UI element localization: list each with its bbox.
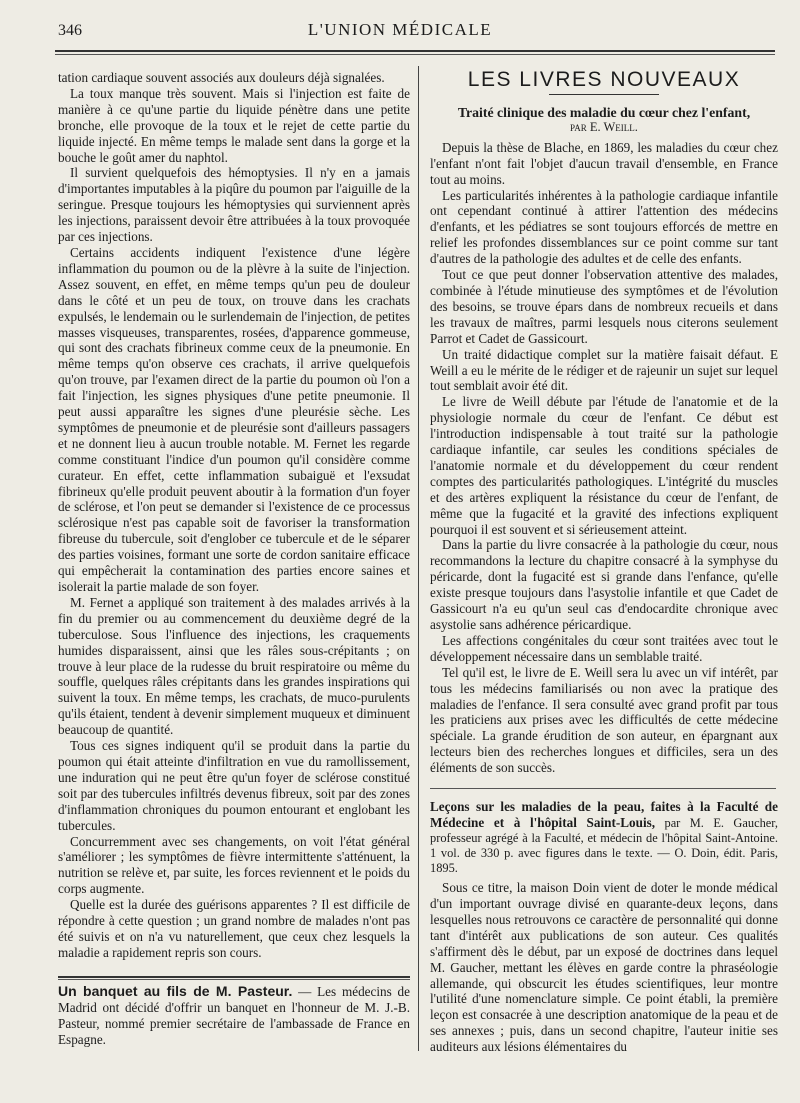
book2-title: Leçons sur les maladies de la peau, faites à la Faculté de Médecine et à l'hôpital Saint-Louis, [430, 799, 778, 831]
paragraph: M. Fernet a appliqué son traitement à des malades arrivés à la fin du premier ou au commencement du deuxième degré de la tuberculose. Sous l'influence des injections, les craquements humides disparaissent, ainsi que les râles sous-crépitants ; on trouve à leur place de la rudesse du bruit respiratoire ou même du souffle, quelques râles crépitants dans les grandes inspirations qui suivent la toux. En même temps, les crachats, de muco-purulents qu'ils étaient, tendent à devenir simplement muqueux et diminuent beaucoup de quantité. [58, 594, 410, 738]
paragraph: Concurremment avec ses changements, on voit l'état général s'améliorer ; les symptômes de fièvre intermittente s'atténuent, la nutrition se relève et, par suite, les forces reviennent et le poids du corps augmente. [58, 833, 410, 897]
paragraph: Tel qu'il est, le livre de E. Weill sera lu avec un vif intérêt, par tous les médecins familiarisés ou non avec la pratique des maladies de l'enfance. Il sera consulté avec grand profit par tous les praticiens aux prises avec les difficultés de cette médecine spéciale. La grande érudition de son auteur, en épargnant aux lecteurs bien des recherches longues et difficiles, sera un des éléments de son succès. [430, 664, 778, 776]
paragraph: Dans la partie du livre consacrée à la pathologie du cœur, nous recommandons la lecture du chapitre consacré à la symphyse du péricarde, dont la fugacité est si grande dans l'enfance, qu'elle existe presque toujours dans l'asystolie infantile et que Cadet de Gassicourt n'a eu qu'un seul cas d'endocardite chronique avec asystolie sans adhérence péricardique. [430, 537, 778, 632]
paragraph: Sous ce titre, la maison Doin vient de doter le monde médical d'un important ouvrage divisé en quarante-deux leçons, dans lesquelles nous retrouvons ce caractère de personnalité qui donne tant d'intérêt aux publications de son auteur. Ces qualités s'affirment dès le début, par un exposé de doctrines dans lequel M. Gaucher, mettant les élèves en garde contre la phraséologie allemande, qui obscurcit les études scientifiques, leur montre l'utilité d'une nomenclature simple. Ce point établi, la première leçon est consacrée à une description anatomique de la peau et de ses annexes ; puis, dans un second chapitre, l'auteur initie ses auditeurs aux lésions élémentaires du [430, 880, 778, 1055]
journal-title: L'UNION MÉDICALE [307, 20, 493, 39]
banquet-notice [58, 984, 410, 1048]
book1-title: Traité clinique des maladie du cœur chez l'enfant, [457, 104, 751, 120]
book-separator [430, 788, 776, 789]
paragraph: Les particularités inhérentes à la pathologie cardiaque infantile ont cependant continué à attirer l'attention des médecins d'enfants, et les pédiatres se sont toujours efforcés de mettre en relief les profondes dissemblances sur ce point comme sur tant d'autres de la pathologie des adultes et de celle des enfants. [430, 187, 778, 267]
right-column [430, 70, 778, 1103]
page-number: 346 [58, 22, 82, 39]
column-divider [418, 66, 419, 1051]
book1-author: par E. Weill. [570, 119, 638, 134]
paragraph: Le livre de Weill débute par l'étude de l'anatomie et de la physiologie normale du cœur de l'enfant. Ce début est l'introduction indispensable à tout traité sur la pathologie cardiaque infantile, car seules les conditions spéciales de l'anatomie normale et du développement du cœur rendent comptes des particularités pathologiques. L'intégrité du muscles et des artères expliquent la résistance du cœur de l'enfant, de même que la fugacité et la gravité des infections expliquent pourquoi il est souvent et si sérieusement atteint. [430, 394, 778, 537]
paragraph: Tout ce que peut donner l'observation attentive des malades, combinée à l'étude minutieuse des symptômes et de l'évolution des besoins, se trouve épars dans de nombreux recueils et dans les travaux de maîtres, parmi lesquels nous citerons seulement Parrot et Cadet de Gassicourt. [430, 267, 778, 346]
header-rule-thin [55, 54, 775, 55]
book2-heading [430, 799, 778, 876]
banquet-title: Un banquet au fils de M. Pasteur. [58, 983, 293, 999]
section-rule [549, 94, 659, 95]
paragraph: Un traité didactique complet sur la matière faisait défaut. E Weill a eu le mérite de le rédiger et de rajeunir un sujet sur lequel tout semblait avoir été dit. [430, 346, 778, 394]
paragraph: La toux manque très souvent. Mais si l'injection est faite de manière à ce qu'une partie du liquide pénètre dans une petite bronche, elle provoque de la toux et le rejet de cette partie du liquide injecté. En même temps le malade sent dans la gorge et la bouche le goût amer du naphtol. [58, 85, 410, 165]
paragraph: Depuis la thèse de Blache, en 1869, les maladies du cœur chez l'enfant n'ont fait l'objet d'aucun travail d'ensemble, en France tout au moins. [430, 139, 778, 187]
paragraph: Certains accidents indiquent l'existence d'une légère inflammation du poumon ou de la plèvre à la suite de l'injection. Assez souvent, en effet, en même temps qu'un peu de douleur dans le côté et un peu de toux, on trouve dans les crachats expulsés, le lendemain ou le surlendemain de l'injection, de petites masses visqueuses, transparentes, rosées, d'apparence gommeuse, qui sont des crachats fibrineux comme ceux de la pneumonie. En même temps qu'on observe ces crachats, il arrive quelquefois qu'on trouve, par l'examen direct de la partie du poumon où l'on a fait l'injection, les signes physiques d'une petite pneumonie. Il peut aussi apparaître les signes d'une pleurésie sèche. Les symptômes de pneumonie et de pleurésie sont d'ailleurs passagers et ne donnent lieu à aucun trouble notable. M. Fernet les regarde comme constituant l'indice d'un poumon qu'il considère comme curateur. En effet, cette inflammation subaiguë et l'exsudat fibrineux qu'elle produit peuvent aboutir à la formation d'un foyer de sclérose, et l'on peut se demander si l'existence de ce processus sclérosique n'est pas capable soit de favoriser la transformation fibreuse du tubercule, soit d'englober ce tubercule et de le séparer des parties voisines, formant une sorte de cordon sanitaire efficace qui empêcherait la contamination des parties encore saines et isolerait la partie malade de son foyer. [58, 244, 410, 594]
banquet-rule [58, 976, 410, 978]
banquet-text: — Les médecins de Madrid ont décidé d'offrir un banquet en l'honneur de M. J.-B. Pasteur, nommé premier secrétaire de l'ambassade de France en Espagne. [58, 984, 411, 1047]
book2-reference: par M. E. Gaucher, professeur agrégé à la Faculté, et médecin de l'hôpital Saint-Antoine. 1 vol. de 330 p. avec figures dans le texte. — O. Doin, édit. Paris, 1895. [430, 816, 778, 876]
paragraph: Tous ces signes indiquent qu'il se produit dans la partie du poumon qui était atteinte d'infiltration en vue du ramollissement, une induration qui ne peut être qu'un foyer de sclérose constitué soit par des tubercules infiltrés devenus fibreux, soit par des zones d'inflammation chroniques du poumon entourant et englobant les tubercules. [58, 738, 410, 833]
left-column [58, 70, 410, 970]
paragraph: Les affections congénitales du cœur sont traitées avec tout le développement nécessaire dans un semblable traité. [430, 632, 778, 664]
paragraph: Quelle est la durée des guérisons apparentes ? Il est difficile de répondre à cette question ; un grand nombre de malades n'ont pas été suivis et on n'a vu naturellement, que ceux chez lesquels la maladie a rapidement repris son cours. [58, 897, 410, 960]
page-header [0, 18, 800, 46]
paragraph: Il survient quelquefois des hémoptysies. Il n'y en a jamais d'importantes imputables à la piqûre du poumon par l'aiguille de la seringue. Presque toujours les hémoptysies qui surviennent après les injections, paraissent devoir être attribuées à la toux provoquée par ces injections. [58, 165, 410, 245]
section-title: LES LIVRES NOUVEAUX [467, 70, 741, 91]
header-rule [55, 50, 775, 52]
banquet-rule-thin [58, 979, 410, 980]
paragraph: tation cardiaque souvent associés aux douleurs déjà signalées. [58, 70, 385, 85]
